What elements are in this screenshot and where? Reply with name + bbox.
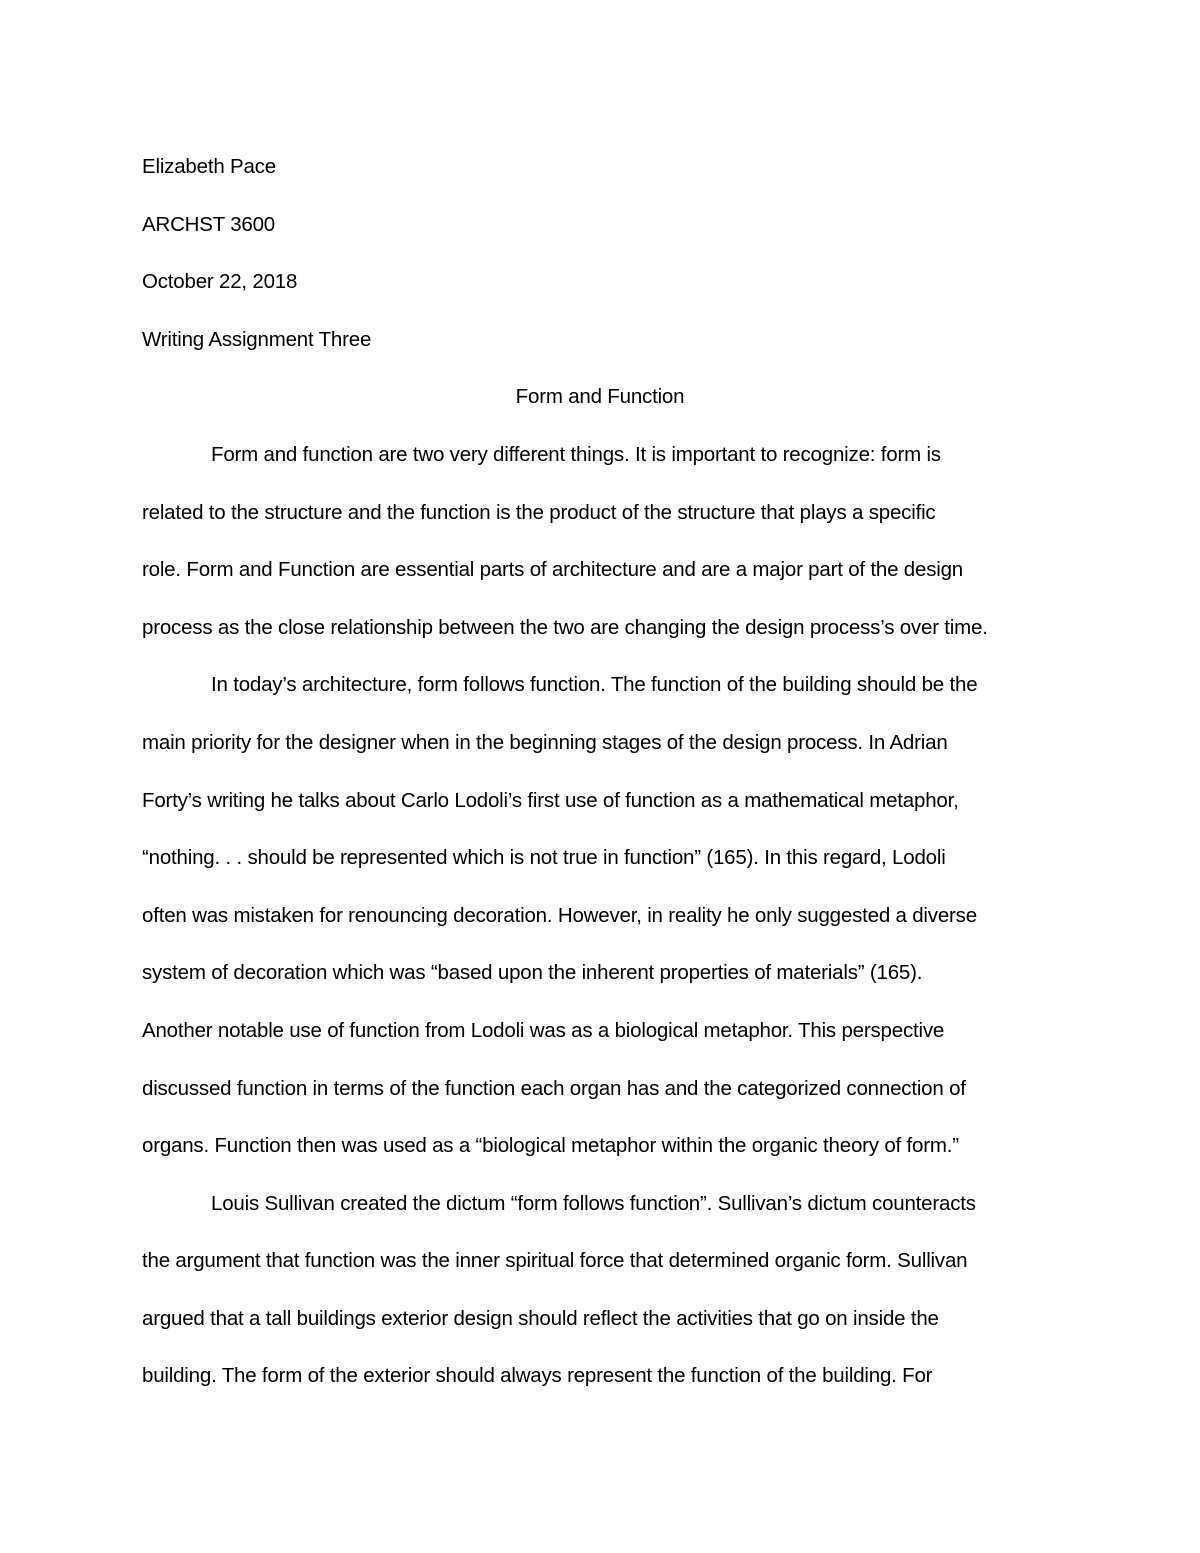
paragraph-line: Another notable use of function from Lodoli was as a biological metaphor. This perspective xyxy=(142,1018,945,1042)
paragraph-line: building. The form of the exterior should always represent the function of the building. For xyxy=(142,1364,933,1388)
paragraph-line: related to the structure and the function is the product of the structure that plays a specific xyxy=(142,500,936,524)
paragraph-line: often was mistaken for renouncing decoration. However, in reality he only suggested a diverse xyxy=(142,903,977,927)
paragraph-3 xyxy=(142,1175,1058,1405)
paragraph-line: organs. Function then was used as a “biological metaphor within the organic theory of form.” xyxy=(142,1134,959,1158)
paragraph-line: In today’s architecture, form follows function. The function of the building should be the xyxy=(211,673,978,697)
paragraph-1 xyxy=(142,426,1058,656)
paragraph-line: “nothing. . . should be represented which is not true in function” (165). In this regard, Lodoli xyxy=(142,846,946,870)
paragraph-line: process as the close relationship between the two are changing the design process’s over time. xyxy=(142,615,988,639)
paragraph-2 xyxy=(142,656,1058,1174)
paragraph-line: main priority for the designer when in the beginning stages of the design process. In Adrian xyxy=(142,730,948,754)
essay-title: Form and Function xyxy=(515,385,685,409)
course-code: ARCHST 3600 xyxy=(142,212,276,236)
document-text xyxy=(142,138,1058,1405)
paragraph-line: Form and function are two very different things. It is important to recognize: form is xyxy=(211,442,941,466)
paragraph-line: discussed function in terms of the function each organ has and the categorized connection of xyxy=(142,1076,966,1100)
paragraph-line: role. Form and Function are essential parts of architecture and are a major part of the design xyxy=(142,558,963,582)
paragraph-line: Forty’s writing he talks about Carlo Lodoli’s first use of function as a mathematical metaphor, xyxy=(142,788,959,812)
assignment-date: October 22, 2018 xyxy=(142,270,298,294)
paragraph-line: Louis Sullivan created the dictum “form follows function”. Sullivan’s dictum counteracts xyxy=(211,1191,976,1215)
author-name: Elizabeth Pace xyxy=(142,155,276,178)
paragraph-line: argued that a tall buildings exterior design should reflect the activities that go on inside the xyxy=(142,1306,939,1330)
assignment-name: Writing Assignment Three xyxy=(142,327,372,351)
paragraph-line: system of decoration which was “based upon the inherent properties of materials” (165). xyxy=(142,961,923,985)
paragraph-line: the argument that function was the inner spiritual force that determined organic form. Sullivan xyxy=(142,1249,968,1273)
